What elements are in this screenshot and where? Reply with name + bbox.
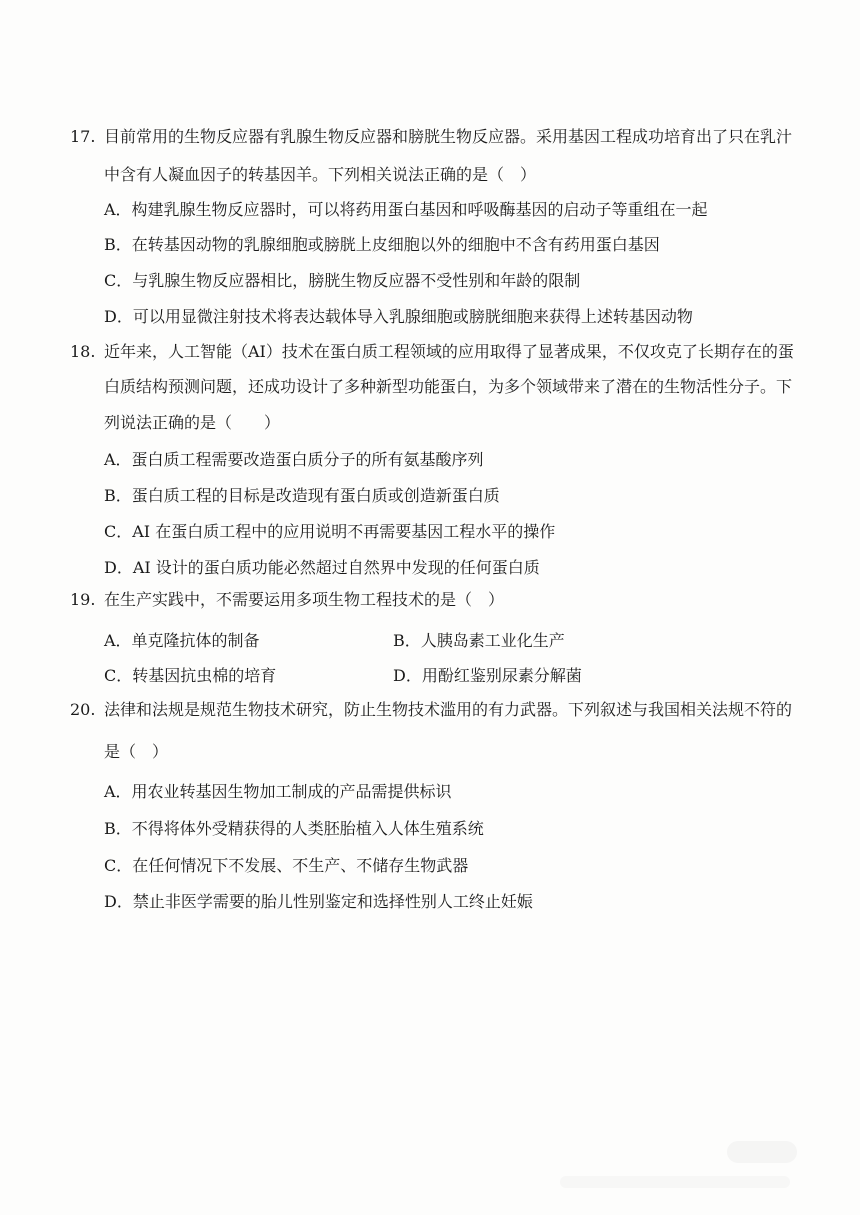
question-20-option-b: B．不得将体外受精获得的人类胚胎植入人体生殖系统	[104, 819, 484, 838]
question-number: 17.	[70, 127, 96, 146]
question-20-stem-line2: 是（ ）	[104, 742, 169, 761]
question-17-option-a: A．构建乳腺生物反应器时，可以将药用蛋白基因和呼吸酶基因的启动子等重组在一起	[104, 200, 708, 219]
question-18-option-b: B．蛋白质工程的目标是改造现有蛋白质或创造新蛋白质	[104, 486, 500, 505]
question-20-option-a: A．用农业转基因生物加工制成的产品需提供标识	[104, 782, 452, 801]
question-18-option-a: A．蛋白质工程需要改造蛋白质分子的所有氨基酸序列	[104, 450, 484, 469]
question-number: 19.	[70, 590, 96, 609]
question-20-option-d: D．禁止非医学需要的胎儿性别鉴定和选择性别人工终止妊娠	[104, 892, 533, 911]
question-18-stem-line1: 18. 近年来，人工智能（AI）技术在蛋白质工程领域的应用取得了显著成果，不仅攻克了长期存在的蛋	[70, 342, 794, 361]
question-17-option-c: C．与乳腺生物反应器相比，膀胱生物反应器不受性别和年龄的限制	[104, 271, 581, 290]
question-number: 20.	[70, 700, 96, 719]
question-18-stem-line2: 白质结构预测问题，还成功设计了多种新型功能蛋白，为多个领域带来了潜在的生物活性分子。下	[104, 377, 793, 396]
question-17-stem-line2: 中含有人凝血因子的转基因羊。下列相关说法正确的是（ ）	[104, 165, 537, 184]
faint-watermark-strip	[560, 1176, 790, 1188]
question-19-option-a: A．单克隆抗体的制备	[104, 631, 260, 650]
question-20-option-c: C．在任何情况下不发展、不生产、不储存生物武器	[104, 856, 469, 875]
question-18-option-d: D．AI 设计的蛋白质功能必然超过自然界中发现的任何蛋白质	[104, 558, 540, 577]
question-20-stem-line1: 20. 法律和法规是规范生物技术研究，防止生物技术滥用的有力武器。下列叙述与我国相关法规不符的	[70, 700, 793, 719]
question-19-option-c: C．转基因抗虫棉的培育	[104, 666, 277, 685]
question-number: 18.	[70, 342, 96, 361]
question-17-stem-line1: 17. 目前常用的生物反应器有乳腺生物反应器和膀胱生物反应器。采用基因工程成功培育出了只在乳汁	[70, 127, 793, 146]
faint-watermark-badge	[727, 1141, 797, 1163]
question-17-option-d: D．可以用显微注射技术将表达载体导入乳腺细胞或膀胱细胞来获得上述转基因动物	[104, 307, 693, 326]
question-19-option-b: B．人胰岛素工业化生产	[393, 631, 565, 650]
question-19-option-d: D．用酚红鉴别尿素分解菌	[393, 666, 582, 685]
question-18-stem-line3: 列说法正确的是（ ）	[104, 413, 281, 432]
question-17-option-b: B．在转基因动物的乳腺细胞或膀胱上皮细胞以外的细胞中不含有药用蛋白基因	[104, 235, 660, 254]
question-19-stem-line1: 19. 在生产实践中，不需要运用多项生物工程技术的是（ ）	[70, 590, 505, 609]
question-18-option-c: C．AI 在蛋白质工程中的应用说明不再需要基因工程水平的操作	[104, 522, 556, 541]
